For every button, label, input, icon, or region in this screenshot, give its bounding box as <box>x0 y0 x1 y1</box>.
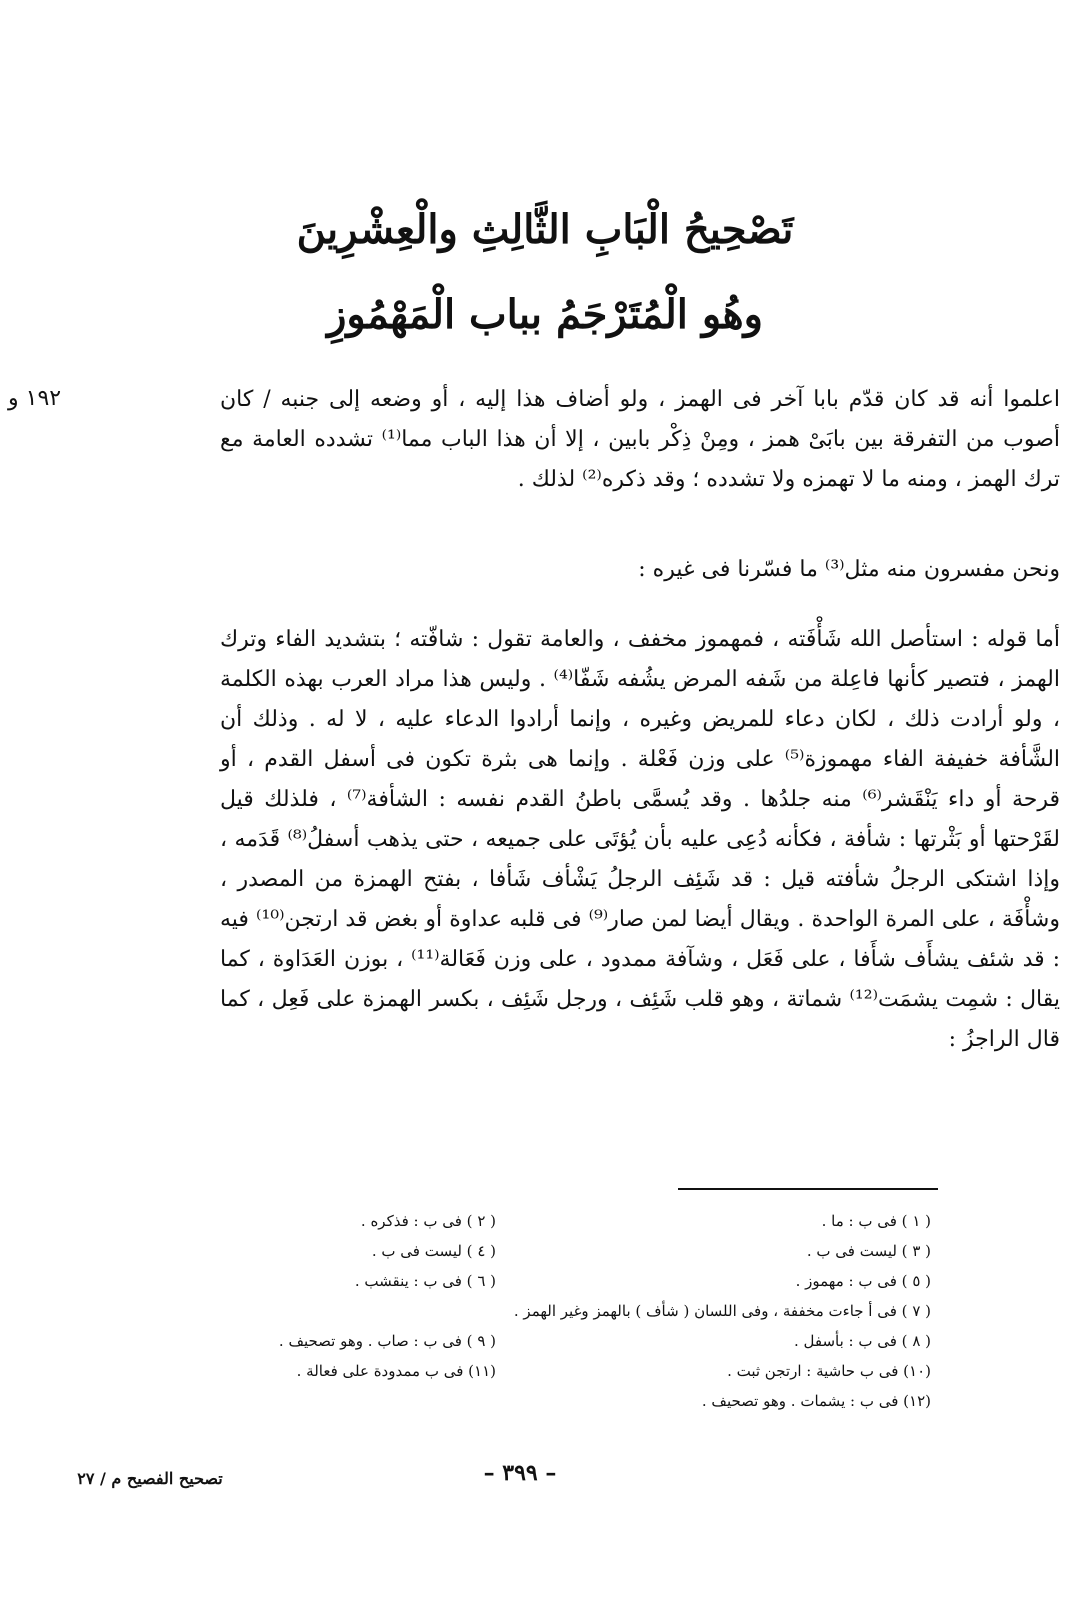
footer-signature: تصحيح الفصيح م / ٢٧ <box>77 1469 223 1488</box>
margin-folio-note: ١٩٢ و <box>8 386 62 411</box>
paragraph-2: ونحن مفسرون منه مثل⁽³⁾ ما فسّرنا فى غيره : <box>638 557 1060 582</box>
footnote-5: ( ٥ ) فى ب : مهموز . <box>795 1272 931 1290</box>
footnote-11: (١١) فى ب ممدودة على فعالة . <box>296 1362 496 1380</box>
paragraph-3: أما قوله : استأصل الله شَأْفَته ، فمهموز مخفف ، والعامة تقول : شافّته ؛ بتشديد الفاء وترك الهمز ، فتصير كأنها فاعِلة من شَفه المرض يشُفه شَفّا⁽⁴⁾ . وليس هذا مراد العرب بهذه الكلمة ، ولو أرادت ذلك ، لكان دعاء للمريض وغيره ، وإنما أرادوا الدعاء عليه ، لا له . وذلك أن الشَّأفة خفيفة الفاء مهموزة⁽⁵⁾ على وزن فَعْلة . وإنما هى بثرة تكون فى أسفل القدم ، أو قرحة أو داء يَنْقَشر⁽⁶⁾ منه جلدُها . وقد يُسمَّى باطنُ القدم نفسه : الشأفة⁽⁷⁾ ، فلذلك قيل لقَرْحتها أو بَثْرتها : شأفة ، فكأنه دُعِى عليه بأن يُؤتَى على جميعه ، حتى يذهب أسفلُ⁽⁸⁾ قَدَمه ، وإذا اشتكى الرجلُ شأفته قيل : قد شَئِف الرجلُ يَشْأف شَأفا ، بفتح الهمزة من المصدر ، وشأْفَة ، على المرة الواحدة . ويقال أيضا لمن صار⁽⁹⁾ فى قلبه عداوة أو بغض قد ارتجن⁽¹⁰⁾ فيه : قد شئف يشأَف شأَفا ، على فَعَل ، وشآفة ممدود ، على وزن فَعَالة⁽¹¹⁾ ، بوزن العَدَاوة ، كما يقال : شمِت يشمَت⁽¹²⁾ شماتة ، وهو قلب شَئِف ، ورجل شَئِف ، بكسر الهمزة على فَعِل ، كما قال الراجزُ : <box>220 627 1061 1052</box>
footnote-3: ( ٣ ) ليست فى ب . <box>806 1242 931 1260</box>
footnote-separator <box>678 1188 938 1190</box>
chapter-title: تَصْحِيحُ الْبَابِ الثَّالِثِ والْعِشْرِينَ <box>296 206 794 253</box>
footnote-10: (١٠) فى ب حاشية : ارتجن ثبت . <box>727 1362 931 1380</box>
page-number: – ٣٩٩ – <box>483 1460 557 1486</box>
footnote-8: ( ٨ ) فى ب : بأسفل . <box>793 1332 931 1350</box>
paragraph-1: اعلموا أنه قد كان قدّم بابا آخر فى الهمز ، ولو أضاف هذا إليه ، أو وضعه إلى جنبه / كان أصوب من التفرقة بين بابَىْ همز ، ومِنْ ذِكْر بابين ، إلا أن هذا الباب مما⁽¹⁾ تشدده العامة مع ترك الهمز ، ومنه ما لا تهمزه ولا تشدده ؛ وقد ذكره⁽²⁾ لذلك . <box>220 387 1060 492</box>
footnote-9: ( ٩ ) فى ب : صاب . وهو تصحيف . <box>278 1332 496 1350</box>
footnote-4: ( ٤ ) ليست فى ب . <box>371 1242 496 1260</box>
footnote-2: ( ٢ ) فى ب : فذكره . <box>360 1212 496 1230</box>
footnote-6: ( ٦ ) فى ب : ينقشب . <box>354 1272 496 1290</box>
footnote-1: ( ١ ) فى ب : ما . <box>821 1212 931 1230</box>
chapter-subtitle: وهُو الْمُتَرْجَمُ بباب الْمَهْمُوزِ <box>327 291 763 338</box>
footnote-12: (١٢) فى ب : يشمات . وهو تصحيف . <box>701 1392 931 1410</box>
footnote-7: ( ٧ ) فى أ جاءت مخففة ، وفى اللسان ( شأف ) بالهمز وغير الهمز . <box>513 1302 931 1320</box>
